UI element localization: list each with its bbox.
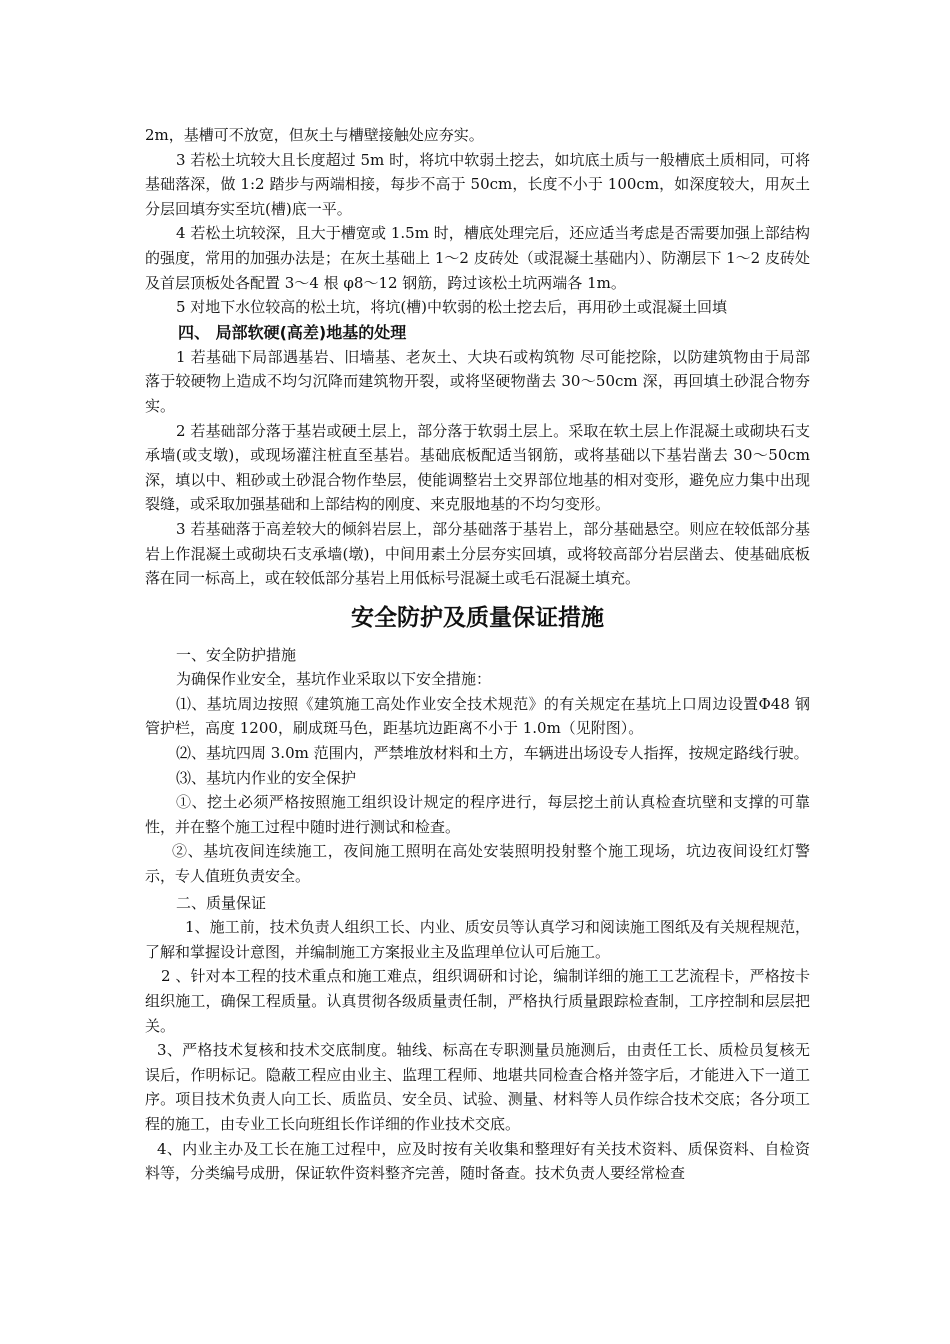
safety-item-1: ⑴、基坑周边按照《建筑施工高处作业安全技术规范》的有关规定在基坑上口周边设置Φ48 钢管护栏，高度 1200，刷成斑马色，距基坑边距离不小于 1.0m（见附图）。 [145, 694, 810, 738]
quality-item-1: 1、施工前，技术负责人组织工长、内业、质安员等认真学习和阅读施工图纸及有关规程规范，了解和掌握设计意图，并编制施工方案报业主及监理单位认可后施工。 [145, 918, 810, 961]
quality-heading: 二、质量保证 [176, 893, 267, 912]
paragraph-loose-pit-4: 4 若松土坑较深，且大于槽宽或 1.5m 时，槽底处理完后，还应适当考虑是否需要加强上部结构的强度，常用的加强办法是；在灰土基础上 1～2 皮砖处（或混凝土基础内）、防潮层下 1～2 皮砖处及首层顶板处各配置 3～4 根 φ8～12 钢筋，跨过该松土坑两端各 1m。 [145, 224, 810, 292]
paragraph-hard-foundation-3: 3 若基础落于高差较大的倾斜岩层上，部分基础落于基岩上，部分基础悬空。则应在较低部分基岩上作混凝土或砌块石支承墙(墩)，中间用素土分层夯实回填，或将较高部分岩层凿去、使基础底板落在同一标高上，或在较低部分基岩上用低标号混凝土或毛石混凝土填充。 [145, 519, 810, 588]
document-body [145, 123, 810, 1186]
quality-item-2: 2 、针对本工程的技术重点和施工难点，组织调研和讨论，编制详细的施工工艺流程卡，严格按卡组织施工，确保工程质量。认真贯彻各级质量责任制，严格执行质量跟踪检查制，工序控制和层层把关。 [145, 967, 810, 1035]
page-title: 安全防护及质量保证措施 [351, 604, 604, 631]
paragraph-hard-foundation-1: 1 若基础下局部遇基岩、旧墙基、老灰土、大块石或构筑物 尽可能挖除，以防建筑物由于局部落于较硬物上造成不均匀沉降而建筑物开裂，或将坚硬物凿去 30～50cm 深，再回填土砂混合物夯实。 [145, 347, 810, 415]
paragraph-loose-pit-5: 5 对地下水位较高的松土坑，将坑(槽)中软弱的松土挖去后，再用砂土或混凝土回填 [176, 298, 728, 317]
safety-item-2: ⑵、基坑四周 3.0m 范围内，严禁堆放材料和土方，车辆进出场设专人指挥，按规定路线行驶。 [176, 744, 809, 763]
paragraph-loose-pit-3: 3 若松土坑较大且长度超过 5m 时，将坑中软弱土挖去，如坑底土质与一般槽底土质相同，可将基础落深，做 1:2 踏步与两端相接，每步不高于 50cm，长度不小于 100cm，如深度较大，用灰土分层回填夯实至坑(槽)底一平。 [145, 150, 810, 218]
safety-item-3: ⑶、基坑内作业的安全保护 [176, 768, 357, 787]
paragraph-continuation: 2m，基槽可不放宽，但灰土与槽壁接触处应夯实。 [145, 126, 484, 144]
quality-item-3: 3、严格技术复核和技术交底制度。轴线、标高在专职测量员施测后，由责任工长、质检员复核无误后，作明标记。隐蔽工程应由业主、监理工程师、地堪共同检查合格并签字后，才能进入下一道工序。项目技术负责人向工长、质监员、安全员、试验、测量、材料等人员作综合技术交底；各分项工程的施工，由专业工长向班组长作详细的作业技术交底。 [145, 1041, 810, 1133]
safety-intro: 为确保作业安全，基坑作业采取以下安全措施： [176, 670, 492, 689]
safety-sub-item-2: ②、基坑夜间连续施工，夜间施工照明在高处安装照明投射整个施工现场，坑边夜间设红灯警示，专人值班负责安全。 [145, 842, 810, 886]
safety-heading: 一、安全防护措施 [176, 645, 297, 664]
section-heading-local-foundation: 四、 局部软硬(高差)地基的处理 [178, 322, 407, 342]
safety-sub-item-1: ①、挖土必须严格按照施工组织设计规定的程序进行，每层挖土前认真检查坑壁和支撑的可靠性，并在整个施工过程中随时进行测试和检查。 [145, 793, 810, 836]
paragraph-hard-foundation-2: 2 若基础部分落于基岩或硬土层上，部分落于软弱土层上。采取在软土层上作混凝土或砌块石支承墙(或支墩)，或现场灌注桩直至基岩。基础底板配适当钢筋，或将基础以下基岩凿去 30～50cm 深，填以中、粗砂或土砂混合物作垫层，使能调整岩土交界部位地基的相对变形，避免应力集中出现裂缝，或采取加强基础和上部结构的刚度、来克服地基的不均匀变形。 [145, 421, 810, 514]
quality-item-4: 4、内业主办及工长在施工过程中，应及时按有关收集和整理好有关技术资料、质保资料、自检资料等，分类编号成册，保证软件资料整齐完善，随时备查。技术负责人要经常检查 [145, 1139, 810, 1183]
